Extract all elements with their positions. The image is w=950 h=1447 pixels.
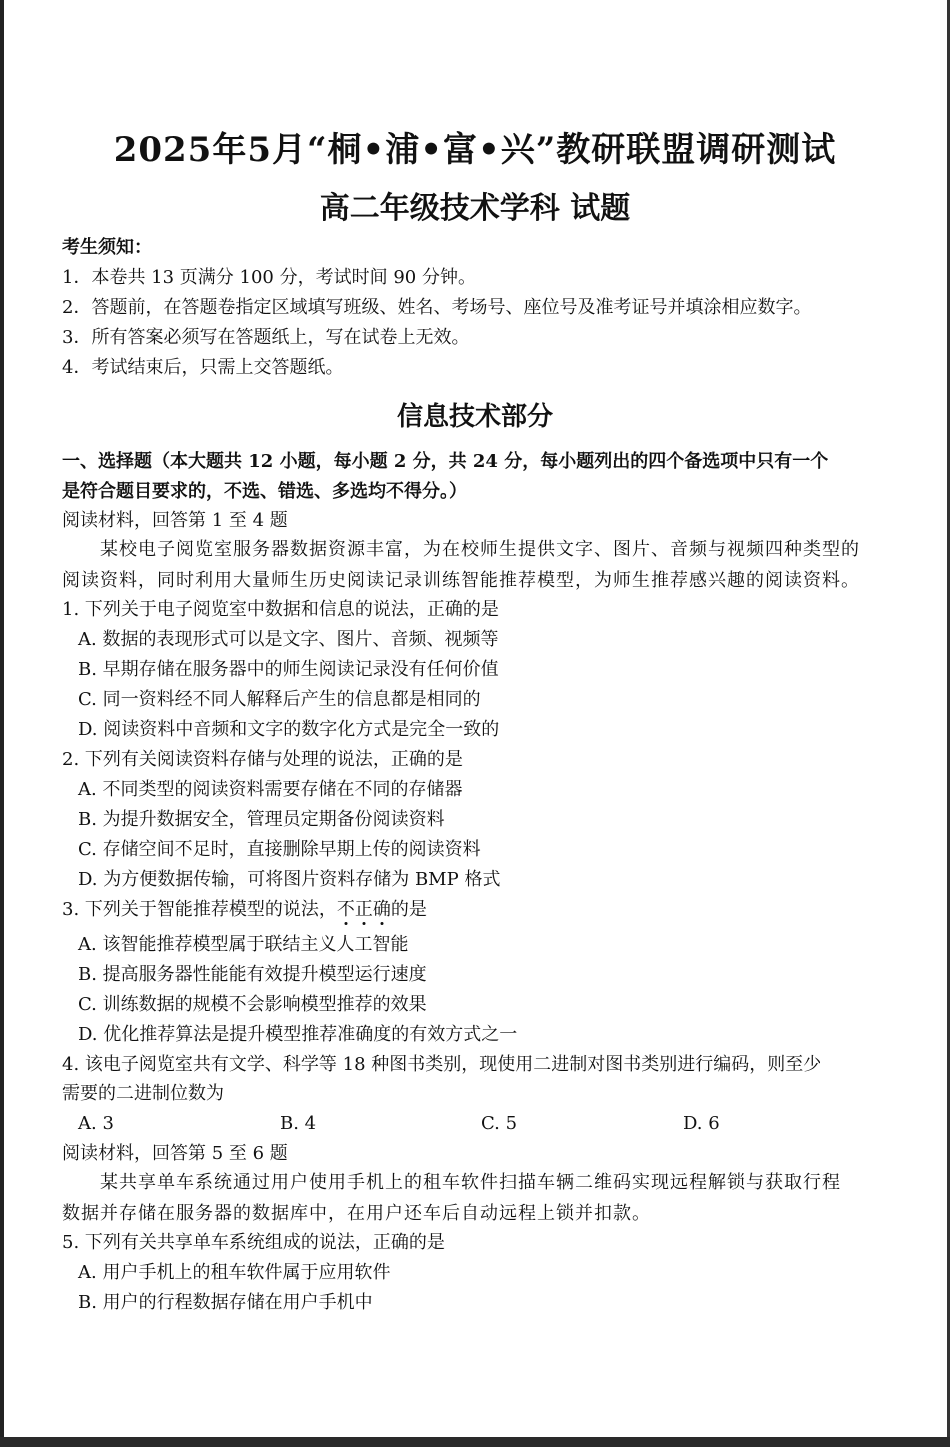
notice-heading: 考生须知： <box>62 237 152 258</box>
notice-item-3: 3．所有答案必须写在答题纸上，写在试卷上无效。 <box>62 327 470 348</box>
notice-item-2: 2．答题前，在答题卷指定区域填写班级、姓名、考场号、座位号及准考证号并填涂相应数字。 <box>62 297 812 318</box>
question-4-stem-line-1: 4. 该电子阅览室共有文学、科学等 18 种图书类别，现使用二进制对图书类别进行编码，则至少 <box>62 1054 822 1075</box>
question-5-option-b: B. 用户的行程数据存储在用户手机中 <box>78 1292 373 1313</box>
question-2-stem: 2. 下列有关阅读资料存储与处理的说法，正确的是 <box>62 749 463 770</box>
question-4-option-a: A. 3 <box>78 1113 114 1134</box>
exam-title: 2025年5月“桐•浦•富•兴”教研联盟调研测试 <box>113 130 837 170</box>
question-3-stem <box>62 898 427 922</box>
question-3-option-b: B. 提高服务器性能能有效提升模型运行速度 <box>78 964 427 985</box>
question-2-option-d: D. 为方便数据传输，可将图片资料存储为 BMP 格式 <box>78 869 501 890</box>
question-2-option-c: C. 存储空间不足时，直接删除早期上传的阅读资料 <box>78 839 481 860</box>
question-1-option-a: A. 数据的表现形式可以是文字、图片、音频、视频等 <box>78 629 499 650</box>
question-4-option-d: D. 6 <box>683 1113 720 1134</box>
material-2-text-line-1: 某共享单车系统通过用户使用手机上的租车软件扫描车辆二维码实现远程解锁与获取行程 <box>100 1172 841 1193</box>
question-3-emphasis-char-3: 确 <box>372 899 391 920</box>
question-3-option-a: A. 该智能推荐模型属于联结主义人工智能 <box>78 934 409 955</box>
exam-subtitle: 高二年级技术学科 试题 <box>319 191 631 226</box>
material-2-text-line-2: 数据并存储在服务器的数据库中，在用户还车后自动远程上锁并扣款。 <box>62 1203 651 1224</box>
material-2-intro: 阅读材料，回答第 5 至 6 题 <box>62 1143 288 1164</box>
question-3-emphasis-not-correct <box>337 899 391 920</box>
question-2-option-a: A. 不同类型的阅读资料需要存储在不同的存储器 <box>78 779 463 800</box>
material-1-text-line-1: 某校电子阅览室服务器数据资源丰富，为在校师生提供文字、图片、音频与视频四种类型的 <box>100 539 860 560</box>
question-1-stem: 1. 下列关于电子阅览室中数据和信息的说法，正确的是 <box>62 599 499 620</box>
part-heading-line-2: 是符合题目要求的，不选、错选、多选均不得分。） <box>62 481 467 502</box>
notice-item-4: 4．考试结束后，只需上交答题纸。 <box>62 357 344 378</box>
material-1-intro: 阅读材料，回答第 1 至 4 题 <box>62 510 288 531</box>
question-3-stem-start: 3. 下列关于智能推荐模型的说法， <box>62 899 337 920</box>
question-3-option-c: C. 训练数据的规模不会影响模型推荐的效果 <box>78 994 427 1015</box>
question-3-stem-end: 的是 <box>390 899 427 920</box>
notice-item-1: 1．本卷共 13 页满分 100 分，考试时间 90 分钟。 <box>62 267 476 288</box>
question-3-emphasis-char-1: 不 <box>336 899 355 920</box>
part-heading-line-1: 一、选择题（本大题共 12 小题，每小题 2 分，共 24 分，每小题列出的四个备选项中只有一个 <box>62 451 829 472</box>
question-4-option-c: C. 5 <box>481 1113 518 1134</box>
question-5-stem: 5. 下列有关共享单车系统组成的说法，正确的是 <box>62 1232 445 1253</box>
section-title: 信息技术部分 <box>396 402 553 432</box>
question-1-option-c: C. 同一资料经不同人解释后产生的信息都是相同的 <box>78 689 481 710</box>
scan-edge-bottom <box>0 1437 950 1447</box>
question-3-emphasis-char-2: 正 <box>354 899 373 920</box>
question-4-option-b: B. 4 <box>280 1113 317 1134</box>
question-5-option-a: A. 用户手机上的租车软件属于应用软件 <box>78 1262 391 1283</box>
question-1-option-d: D. 阅读资料中音频和文字的数字化方式是完全一致的 <box>78 719 500 740</box>
question-2-option-b: B. 为提升数据安全，管理员定期备份阅读资料 <box>78 809 445 830</box>
question-1-option-b: B. 早期存储在服务器中的师生阅读记录没有任何价值 <box>78 659 499 680</box>
question-4-stem-line-2: 需要的二进制位数为 <box>62 1083 224 1104</box>
question-3-option-d: D. 优化推荐算法是提升模型推荐准确度的有效方式之一 <box>78 1024 518 1045</box>
material-1-text-line-2: 阅读资料，同时利用大量师生历史阅读记录训练智能推荐模型，为师生推荐感兴趣的阅读资料。 <box>62 570 860 591</box>
